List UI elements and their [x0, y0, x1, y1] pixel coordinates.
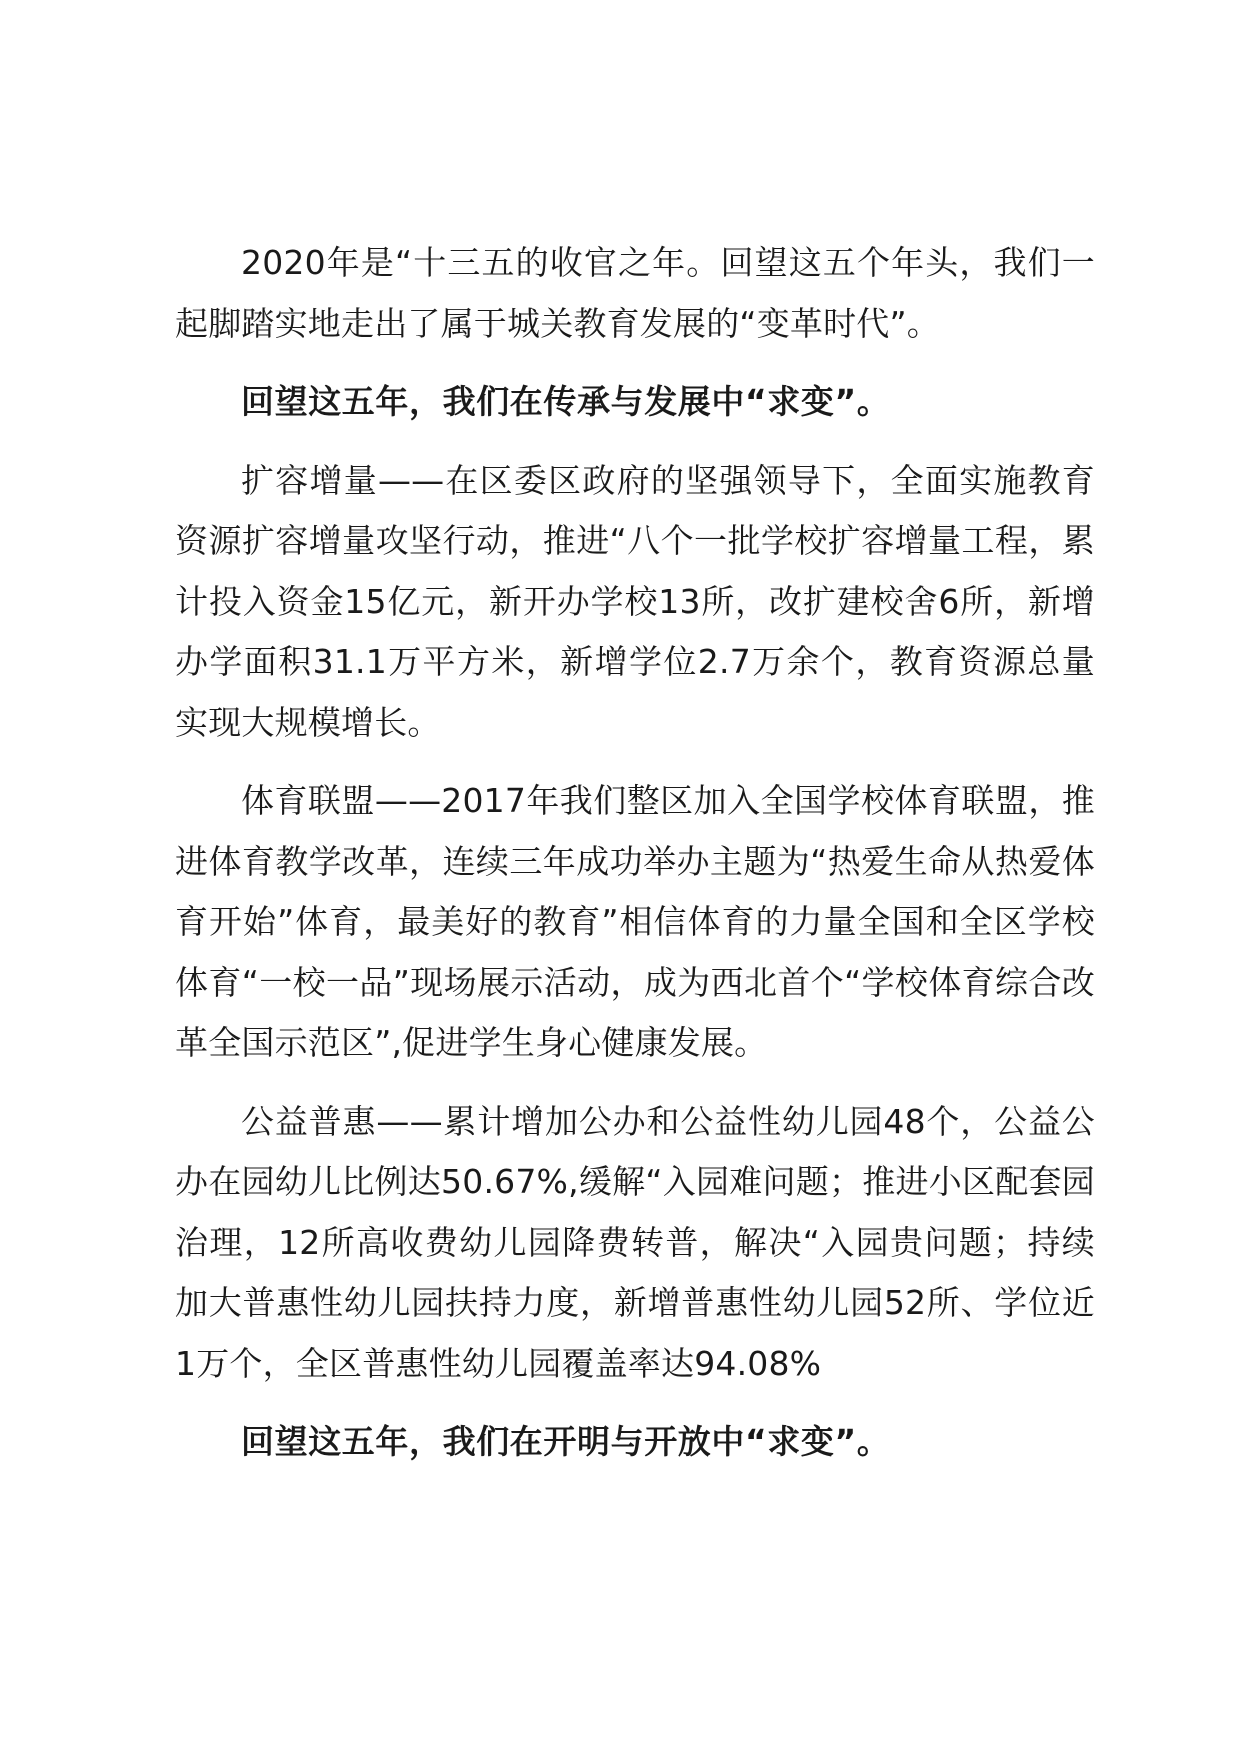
paragraph-sports-alliance: 体育联盟——2017年我们整区加入全国学校体育联盟，推进体育教学改革，连续三年成功举办主题为“热爱生命从热爱体育开始”体育，最美好的教育”相信体育的力量全国和全区学校体育“一校一品”现场展示活动，成为西北首个“学校体育综合改革全国示范区”,促进学生身心健康发展。	[175, 781, 1095, 1062]
section-heading-heritage: 回望这五年，我们在传承与发展中“求变”。	[241, 382, 891, 421]
paragraph-capacity-expansion: 扩容增量——在区委区政府的坚强领导下，全面实施教育资源扩容增量攻坚行动，推进“八个一批学校扩容增量工程，累计投入资金15亿元，新开办学校13所，改扩建校舍6所，新增办学面积31.1万平方米，新增学位2.7万余个，教育资源总量实现大规模增长。	[175, 460, 1095, 742]
section-heading-openness: 回望这五年，我们在开明与开放中“求变”。	[241, 1422, 891, 1461]
document-body	[175, 233, 1095, 1473]
paragraph-public-kindergartens: 公益普惠——累计增加公办和公益性幼儿园48个，公益公办在园幼儿比例达50.67%,缓解“入园难问题；推进小区配套园治理，12所高收费幼儿园降费转普，解决“入园贵问题；持续加大普惠性幼儿园扶持力度，新增普惠性幼儿园52所、学位近1万个，全区普惠性幼儿园覆盖率达94.08%	[175, 1101, 1095, 1383]
intro-paragraph: 2020年是“十三五的收官之年。回望这五个年头，我们一起脚踏实地走出了属于城关教育发展的“变革时代”。	[175, 243, 1095, 343]
